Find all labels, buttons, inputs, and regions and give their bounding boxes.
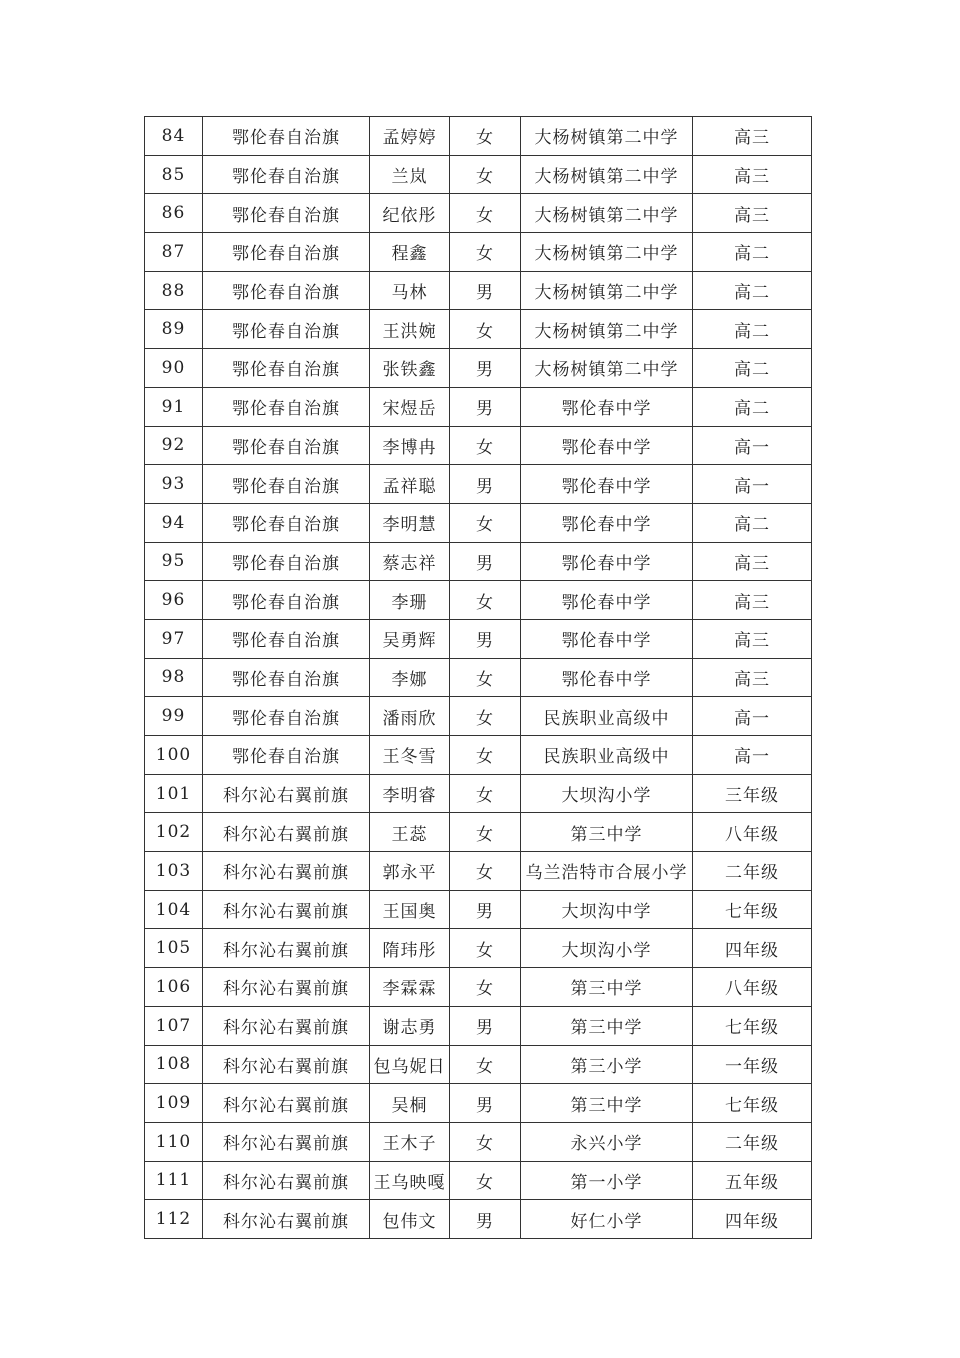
grade-cell: 高三: [693, 581, 812, 620]
gender-cell: 男: [450, 1006, 521, 1045]
school-cell: 鄂伦春中学: [521, 387, 693, 426]
banner-cell: 鄂伦春自治旗: [203, 310, 370, 349]
row-number-cell: 98: [145, 658, 203, 697]
student-name-cell: 李博冉: [370, 426, 450, 465]
gender-cell: 男: [450, 1200, 521, 1239]
banner-cell: 科尔沁右翼前旗: [203, 890, 370, 929]
banner-cell: 科尔沁右翼前旗: [203, 1045, 370, 1084]
grade-cell: 高三: [693, 619, 812, 658]
student-name-cell: 李娜: [370, 658, 450, 697]
gender-cell: 男: [450, 1084, 521, 1123]
gender-cell: 男: [450, 271, 521, 310]
student-name-cell: 隋玮彤: [370, 929, 450, 968]
student-name-cell: 包乌妮日: [370, 1045, 450, 1084]
table-row: [145, 619, 812, 658]
school-cell: 第三中学: [521, 1084, 693, 1123]
gender-cell: 男: [450, 387, 521, 426]
gender-cell: 女: [450, 929, 521, 968]
banner-cell: 鄂伦春自治旗: [203, 465, 370, 504]
row-number-cell: 84: [145, 117, 203, 156]
student-name-cell: 马林: [370, 271, 450, 310]
school-cell: 民族职业高级中: [521, 736, 693, 775]
banner-cell: 鄂伦春自治旗: [203, 194, 370, 233]
school-cell: 大坝沟小学: [521, 929, 693, 968]
banner-cell: 科尔沁右翼前旗: [203, 1161, 370, 1200]
table-row: [145, 233, 812, 272]
banner-cell: 科尔沁右翼前旗: [203, 774, 370, 813]
banner-cell: 科尔沁右翼前旗: [203, 929, 370, 968]
student-name-cell: 宋煜岳: [370, 387, 450, 426]
banner-cell: 鄂伦春自治旗: [203, 697, 370, 736]
school-cell: 大坝沟小学: [521, 774, 693, 813]
grade-cell: 八年级: [693, 813, 812, 852]
grade-cell: 高二: [693, 387, 812, 426]
school-cell: 民族职业高级中: [521, 697, 693, 736]
row-number-cell: 101: [145, 774, 203, 813]
grade-cell: 高二: [693, 271, 812, 310]
school-cell: 鄂伦春中学: [521, 426, 693, 465]
table-row: [145, 736, 812, 775]
gender-cell: 女: [450, 697, 521, 736]
table-row: [145, 697, 812, 736]
banner-cell: 鄂伦春自治旗: [203, 117, 370, 156]
grade-cell: 高二: [693, 503, 812, 542]
table-row: [145, 852, 812, 891]
table-row: [145, 968, 812, 1007]
student-name-cell: 谢志勇: [370, 1006, 450, 1045]
row-number-cell: 87: [145, 233, 203, 272]
row-number-cell: 110: [145, 1122, 203, 1161]
student-name-cell: 蔡志祥: [370, 542, 450, 581]
row-number-cell: 106: [145, 968, 203, 1007]
gender-cell: 男: [450, 619, 521, 658]
row-number-cell: 86: [145, 194, 203, 233]
gender-cell: 女: [450, 852, 521, 891]
student-name-cell: 张铁鑫: [370, 349, 450, 388]
school-cell: 好仁小学: [521, 1200, 693, 1239]
table-row: [145, 117, 812, 156]
table-row: [145, 890, 812, 929]
row-number-cell: 111: [145, 1161, 203, 1200]
row-number-cell: 100: [145, 736, 203, 775]
gender-cell: 男: [450, 890, 521, 929]
student-name-cell: 潘雨欣: [370, 697, 450, 736]
school-cell: 第三小学: [521, 1045, 693, 1084]
table-row: [145, 1161, 812, 1200]
grade-cell: 高二: [693, 310, 812, 349]
grade-cell: 高一: [693, 426, 812, 465]
grade-cell: 七年级: [693, 1084, 812, 1123]
row-number-cell: 109: [145, 1084, 203, 1123]
gender-cell: 女: [450, 581, 521, 620]
gender-cell: 女: [450, 194, 521, 233]
school-cell: 鄂伦春中学: [521, 658, 693, 697]
table-row: [145, 1084, 812, 1123]
school-cell: 乌兰浩特市合展小学: [521, 852, 693, 891]
grade-cell: 高一: [693, 736, 812, 775]
gender-cell: 女: [450, 503, 521, 542]
row-number-cell: 96: [145, 581, 203, 620]
roster-body: [145, 117, 812, 1239]
row-number-cell: 90: [145, 349, 203, 388]
table-row: [145, 1006, 812, 1045]
gender-cell: 女: [450, 1122, 521, 1161]
table-row: [145, 465, 812, 504]
banner-cell: 鄂伦春自治旗: [203, 736, 370, 775]
row-number-cell: 95: [145, 542, 203, 581]
grade-cell: 高一: [693, 697, 812, 736]
table-row: [145, 1045, 812, 1084]
school-cell: 大杨树镇第二中学: [521, 233, 693, 272]
table-row: [145, 271, 812, 310]
banner-cell: 鄂伦春自治旗: [203, 426, 370, 465]
row-number-cell: 99: [145, 697, 203, 736]
school-cell: 鄂伦春中学: [521, 619, 693, 658]
gender-cell: 女: [450, 736, 521, 775]
grade-cell: 高三: [693, 542, 812, 581]
banner-cell: 科尔沁右翼前旗: [203, 1200, 370, 1239]
grade-cell: 七年级: [693, 890, 812, 929]
grade-cell: 高三: [693, 658, 812, 697]
grade-cell: 八年级: [693, 968, 812, 1007]
row-number-cell: 105: [145, 929, 203, 968]
student-name-cell: 王木子: [370, 1122, 450, 1161]
row-number-cell: 103: [145, 852, 203, 891]
gender-cell: 女: [450, 233, 521, 272]
table-row: [145, 658, 812, 697]
student-name-cell: 纪依彤: [370, 194, 450, 233]
row-number-cell: 91: [145, 387, 203, 426]
table-row: [145, 813, 812, 852]
table-row: [145, 155, 812, 194]
school-cell: 永兴小学: [521, 1122, 693, 1161]
table-row: [145, 581, 812, 620]
school-cell: 大杨树镇第二中学: [521, 271, 693, 310]
row-number-cell: 92: [145, 426, 203, 465]
student-name-cell: 王冬雪: [370, 736, 450, 775]
table-row: [145, 1122, 812, 1161]
grade-cell: 高二: [693, 233, 812, 272]
school-cell: 大杨树镇第二中学: [521, 117, 693, 156]
school-cell: 鄂伦春中学: [521, 581, 693, 620]
banner-cell: 科尔沁右翼前旗: [203, 852, 370, 891]
student-name-cell: 吴勇辉: [370, 619, 450, 658]
row-number-cell: 112: [145, 1200, 203, 1239]
grade-cell: 五年级: [693, 1161, 812, 1200]
banner-cell: 鄂伦春自治旗: [203, 271, 370, 310]
grade-cell: 高二: [693, 349, 812, 388]
banner-cell: 鄂伦春自治旗: [203, 387, 370, 426]
student-name-cell: 吴桐: [370, 1084, 450, 1123]
gender-cell: 男: [450, 465, 521, 504]
gender-cell: 女: [450, 426, 521, 465]
gender-cell: 女: [450, 968, 521, 1007]
student-name-cell: 包伟文: [370, 1200, 450, 1239]
banner-cell: 鄂伦春自治旗: [203, 349, 370, 388]
table-row: [145, 426, 812, 465]
table-row: [145, 310, 812, 349]
banner-cell: 鄂伦春自治旗: [203, 658, 370, 697]
row-number-cell: 88: [145, 271, 203, 310]
school-cell: 第三中学: [521, 968, 693, 1007]
grade-cell: 高三: [693, 117, 812, 156]
student-name-cell: 李霖霖: [370, 968, 450, 1007]
row-number-cell: 85: [145, 155, 203, 194]
student-name-cell: 李明睿: [370, 774, 450, 813]
row-number-cell: 102: [145, 813, 203, 852]
gender-cell: 女: [450, 813, 521, 852]
student-name-cell: 孟婷婷: [370, 117, 450, 156]
banner-cell: 鄂伦春自治旗: [203, 581, 370, 620]
row-number-cell: 89: [145, 310, 203, 349]
gender-cell: 女: [450, 774, 521, 813]
banner-cell: 科尔沁右翼前旗: [203, 813, 370, 852]
grade-cell: 四年级: [693, 929, 812, 968]
banner-cell: 科尔沁右翼前旗: [203, 1006, 370, 1045]
student-name-cell: 程鑫: [370, 233, 450, 272]
school-cell: 第三中学: [521, 1006, 693, 1045]
gender-cell: 男: [450, 349, 521, 388]
row-number-cell: 94: [145, 503, 203, 542]
table-row: [145, 929, 812, 968]
school-cell: 大杨树镇第二中学: [521, 194, 693, 233]
banner-cell: 鄂伦春自治旗: [203, 155, 370, 194]
grade-cell: 七年级: [693, 1006, 812, 1045]
gender-cell: 女: [450, 1161, 521, 1200]
row-number-cell: 107: [145, 1006, 203, 1045]
student-name-cell: 王国奥: [370, 890, 450, 929]
row-number-cell: 97: [145, 619, 203, 658]
school-cell: 大坝沟中学: [521, 890, 693, 929]
school-cell: 第三中学: [521, 813, 693, 852]
school-cell: 鄂伦春中学: [521, 465, 693, 504]
banner-cell: 鄂伦春自治旗: [203, 503, 370, 542]
grade-cell: 二年级: [693, 1122, 812, 1161]
student-name-cell: 兰岚: [370, 155, 450, 194]
gender-cell: 女: [450, 310, 521, 349]
banner-cell: 鄂伦春自治旗: [203, 542, 370, 581]
student-name-cell: 王乌映嘎: [370, 1161, 450, 1200]
table-row: [145, 503, 812, 542]
row-number-cell: 104: [145, 890, 203, 929]
student-name-cell: 郭永平: [370, 852, 450, 891]
grade-cell: 二年级: [693, 852, 812, 891]
student-name-cell: 李珊: [370, 581, 450, 620]
gender-cell: 女: [450, 1045, 521, 1084]
school-cell: 鄂伦春中学: [521, 503, 693, 542]
school-cell: 第一小学: [521, 1161, 693, 1200]
grade-cell: 四年级: [693, 1200, 812, 1239]
banner-cell: 科尔沁右翼前旗: [203, 968, 370, 1007]
table-row: [145, 774, 812, 813]
school-cell: 鄂伦春中学: [521, 542, 693, 581]
grade-cell: 三年级: [693, 774, 812, 813]
grade-cell: 一年级: [693, 1045, 812, 1084]
school-cell: 大杨树镇第二中学: [521, 349, 693, 388]
gender-cell: 女: [450, 155, 521, 194]
grade-cell: 高三: [693, 155, 812, 194]
table-row: [145, 194, 812, 233]
banner-cell: 鄂伦春自治旗: [203, 233, 370, 272]
grade-cell: 高三: [693, 194, 812, 233]
table-row: [145, 349, 812, 388]
table-row: [145, 1200, 812, 1239]
student-name-cell: 孟祥聪: [370, 465, 450, 504]
student-roster-table: [144, 116, 812, 1239]
student-name-cell: 王蕊: [370, 813, 450, 852]
grade-cell: 高一: [693, 465, 812, 504]
banner-cell: 鄂伦春自治旗: [203, 619, 370, 658]
student-name-cell: 李明慧: [370, 503, 450, 542]
school-cell: 大杨树镇第二中学: [521, 310, 693, 349]
gender-cell: 女: [450, 117, 521, 156]
gender-cell: 女: [450, 658, 521, 697]
row-number-cell: 108: [145, 1045, 203, 1084]
gender-cell: 男: [450, 542, 521, 581]
table-row: [145, 542, 812, 581]
row-number-cell: 93: [145, 465, 203, 504]
student-name-cell: 王洪婉: [370, 310, 450, 349]
school-cell: 大杨树镇第二中学: [521, 155, 693, 194]
banner-cell: 科尔沁右翼前旗: [203, 1122, 370, 1161]
table-row: [145, 387, 812, 426]
banner-cell: 科尔沁右翼前旗: [203, 1084, 370, 1123]
